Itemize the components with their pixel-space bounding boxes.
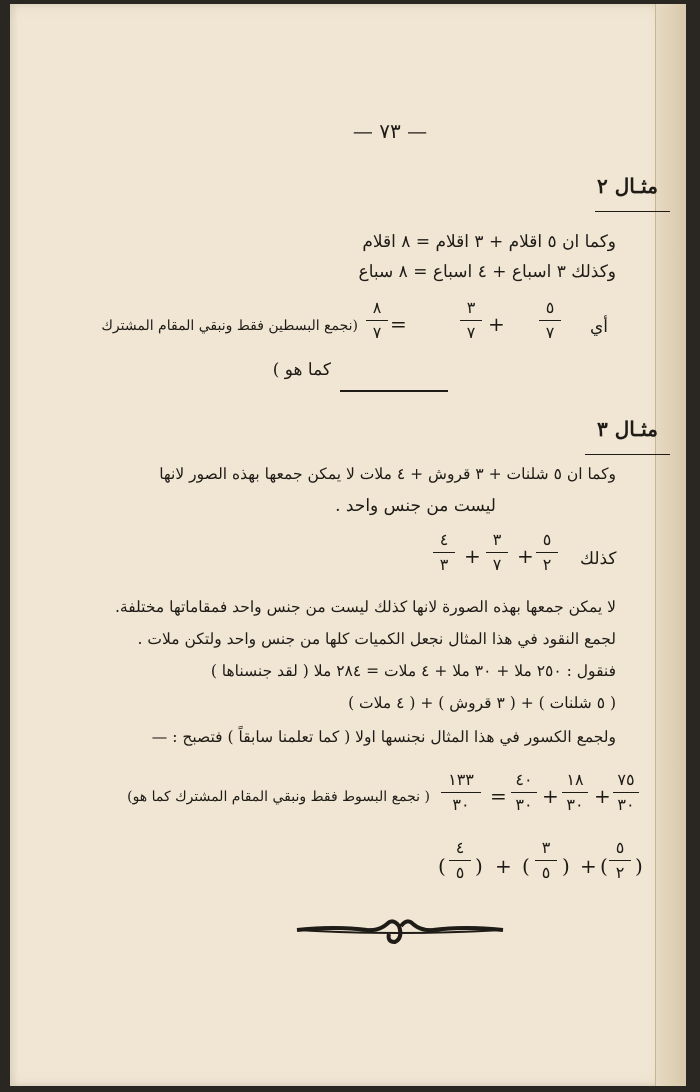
denominator: ٧ [466, 323, 476, 342]
plus-sign: + [594, 784, 611, 808]
numerator: ٧٥ [617, 770, 635, 789]
fraction-4-5 [449, 840, 471, 881]
paren: ( [600, 854, 608, 878]
example-3-line-5: فنقول : ٢٥٠ ملا + ٣٠ ملا + ٤ ملات = ٢٨٤ ملا ( لقد جنسناها ) [210, 662, 616, 680]
note-line-1: (نجمع البسطين فقط ونبقي المقام المشترك [101, 318, 358, 334]
plus-sign: + [488, 312, 505, 336]
denominator: ٣٠ [452, 795, 470, 814]
page-number: — ٧٣ — [352, 119, 428, 143]
example-2-line-2: وكذلك ٣ اسباع + ٤ اسباع = ٨ سباع [358, 262, 616, 282]
numerator: ١٣٣ [448, 770, 474, 789]
plus-sign: + [580, 854, 597, 878]
example-3-title: مثـال ٣ [597, 417, 658, 441]
plus-sign: + [542, 784, 559, 808]
example-3-line-2: ليست من جنس واحد . [335, 496, 496, 516]
denominator: ٣ [439, 555, 449, 574]
example-3-line-4: لجمع النقود في هذا المثال نجعل الكميات كلها من جنس واحد ولتكن ملات . [137, 630, 616, 648]
fraction-4-3 [433, 532, 455, 573]
denominator: ٥ [455, 863, 465, 882]
ai-label: أي [590, 317, 609, 337]
divider-rule [340, 390, 448, 392]
paren: ( [522, 854, 530, 878]
page-edge [655, 4, 686, 1086]
numerator: ٤ [455, 838, 465, 857]
plus-sign: + [495, 854, 512, 878]
fraction-5-7 [539, 300, 561, 341]
numerator: ٥ [545, 298, 555, 317]
denominator: ٣٠ [515, 795, 533, 814]
numerator: ٣ [466, 298, 476, 317]
book-page [10, 4, 686, 1086]
numerator: ٣ [541, 838, 551, 857]
denominator: ٥ [541, 863, 551, 882]
fraction-133-30 [441, 772, 481, 813]
paren: ) [475, 854, 483, 878]
example-3-line-7: ولجمع الكسور في هذا المثال نجنسها اولا ( كما تعلمنا سابقاً ) فتصبح : — [151, 728, 616, 746]
fraction-40-30 [511, 772, 537, 813]
numerator: ١٨ [566, 770, 584, 789]
equals-sign: = [490, 784, 507, 808]
example-3-line-3: لا يمكن جمعها بهذه الصورة لانها كذلك ليست من جنس واحد فمقاماتها مختلفة. [114, 598, 616, 616]
denominator: ٧ [492, 555, 502, 574]
kadhalik-label: كذلك [580, 549, 617, 569]
numerator: ٥ [542, 530, 552, 549]
fraction-18-30 [562, 772, 588, 813]
numerator: ٨ [372, 298, 382, 317]
paren: ( [438, 854, 446, 878]
equals-sign: = [390, 312, 407, 336]
paren: ) [562, 854, 570, 878]
numerator: ٤ [439, 530, 449, 549]
example-2-title: مثـال ٢ [597, 174, 658, 198]
paren: ) [635, 854, 643, 878]
example-2-line-1: وكما ان ٥ اقلام + ٣ اقلام = ٨ اقلام [362, 232, 616, 252]
fraction-75-30 [613, 772, 639, 813]
fraction-3-7 [486, 532, 508, 573]
fraction-3-7 [460, 300, 482, 341]
denominator: ٧ [545, 323, 555, 342]
title-underline [595, 211, 670, 212]
denominator: ٢ [615, 863, 625, 882]
denominator: ٣٠ [617, 795, 635, 814]
fraction-5-2 [609, 840, 631, 881]
note-line-2: كما هو ) [272, 360, 331, 380]
numerator: ٣ [492, 530, 502, 549]
note-line: ( نجمع البسوط فقط ونبقي المقام المشترك كما هو) [127, 789, 430, 805]
example-3-line-1: وكما ان ٥ شلنات + ٣ قروش + ٤ ملات لا يمكن جمعها بهذه الصور لانها [159, 465, 616, 483]
denominator: ٧ [372, 323, 382, 342]
example-3-line-6: ( ٥ شلنات ) + ( ٣ قروش ) + ( ٤ ملات ) [348, 694, 616, 712]
title-underline [585, 454, 670, 455]
numerator: ٤٠ [515, 770, 533, 789]
fraction-3-5 [535, 840, 557, 881]
ornament-divider [295, 912, 505, 948]
fraction-8-7 [366, 300, 388, 341]
fraction-5-2 [536, 532, 558, 573]
denominator: ٣٠ [566, 795, 584, 814]
numerator: ٥ [615, 838, 625, 857]
plus-sign: + [517, 544, 534, 568]
plus-sign: + [464, 544, 481, 568]
denominator: ٢ [542, 555, 552, 574]
